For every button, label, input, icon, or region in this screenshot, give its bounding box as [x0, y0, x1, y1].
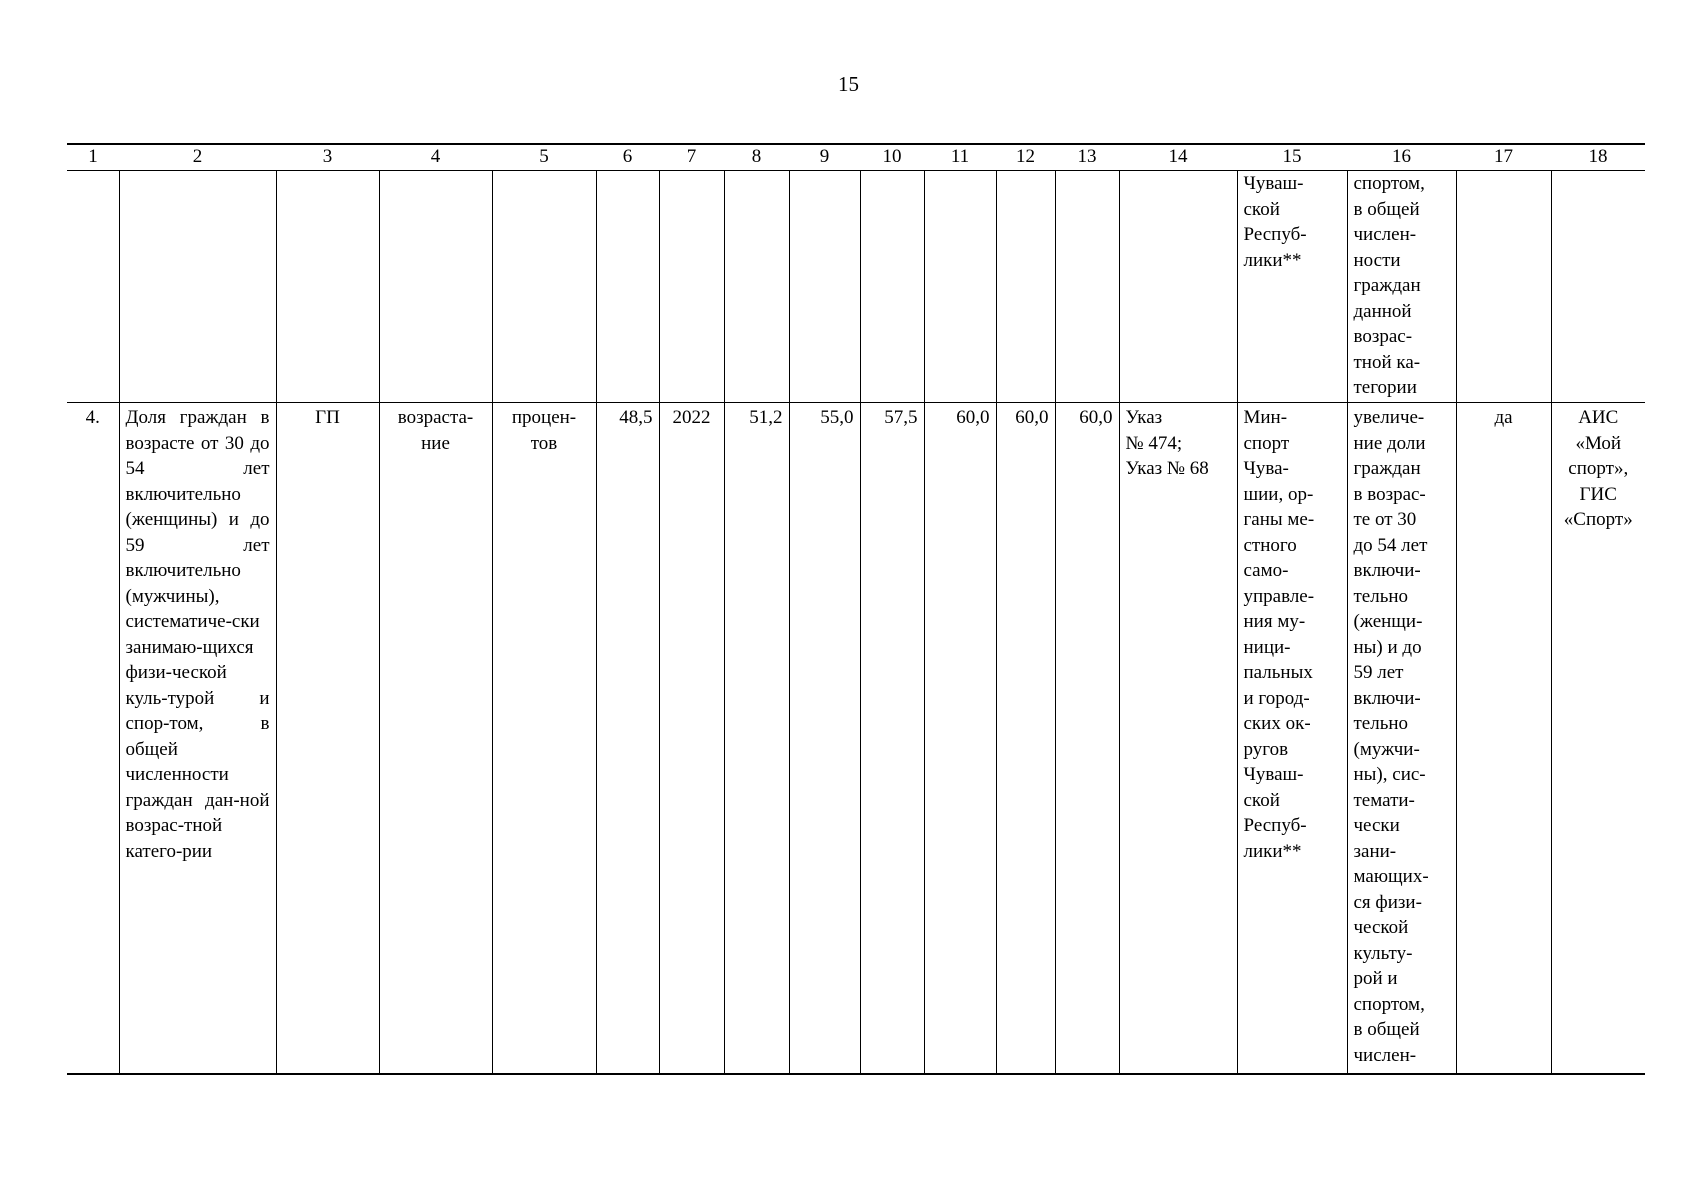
table-cell — [67, 171, 119, 403]
col-header: 1 — [67, 144, 119, 171]
col-header: 16 — [1347, 144, 1456, 171]
result-continuation: спортом, в общей числен- ности граждан данной возрас- тной ка- тегории — [1347, 171, 1456, 403]
table-cell — [1551, 171, 1645, 403]
value-cell: 60,0 — [1055, 403, 1119, 1075]
value-cell: 57,5 — [860, 403, 924, 1075]
table-cell — [924, 171, 996, 403]
table-cell — [724, 171, 789, 403]
flag: да — [1456, 403, 1551, 1075]
col-header: 17 — [1456, 144, 1551, 171]
col-header: 4 — [379, 144, 492, 171]
table-cell — [659, 171, 724, 403]
table-cell — [1456, 171, 1551, 403]
expected-result: увеличе- ние доли граждан в возрас- те от 30 до 54 лет включи- тельно (женщи- ны) и до 59 лет включи- тельно (мужчи- ны), сис- темати- чески зани- мающих- ся физи- ческой культу- рой и спортом, в общей числен- — [1347, 403, 1456, 1075]
indicator-name: Доля граждан в возрасте от 30 до 54 лет включительно (женщины) и до 59 лет включительно (мужчины), систематиче-ски занимаю-щихся физи-ческой куль-турой и спор-том, в общей численности граждан дан-ной возрас-тной катего-рии — [119, 403, 276, 1075]
column-number-row — [67, 144, 1645, 171]
col-header: 11 — [924, 144, 996, 171]
table-cell — [596, 171, 659, 403]
col-header: 18 — [1551, 144, 1645, 171]
col-header: 15 — [1237, 144, 1347, 171]
trend: возраста- ние — [379, 403, 492, 1075]
indicator-type: ГП — [276, 403, 379, 1075]
continuation-row — [67, 171, 1645, 403]
col-header: 10 — [860, 144, 924, 171]
responsible: Мин- спорт Чува- шии, ор- ганы ме- стного само- управле- ния му- ници- пальных и город- ских ок- ругов Чуваш- ской Респуб- лики** — [1237, 403, 1347, 1075]
table-cell — [492, 171, 596, 403]
value-cell: 60,0 — [996, 403, 1055, 1075]
table-row — [67, 403, 1645, 1075]
indicators-table — [67, 143, 1645, 1075]
col-header: 5 — [492, 144, 596, 171]
col-header: 13 — [1055, 144, 1119, 171]
col-header: 14 — [1119, 144, 1237, 171]
col-header: 9 — [789, 144, 860, 171]
col-header: 8 — [724, 144, 789, 171]
col-header: 6 — [596, 144, 659, 171]
base-value: 48,5 — [596, 403, 659, 1075]
base-year: 2022 — [659, 403, 724, 1075]
table-cell — [1119, 171, 1237, 403]
responsible-continuation: Чуваш- ской Респуб- лики** — [1237, 171, 1347, 403]
col-header: 2 — [119, 144, 276, 171]
unit: процен- тов — [492, 403, 596, 1075]
row-number: 4. — [67, 403, 119, 1075]
document-reference: Указ № 474; Указ № 68 — [1119, 403, 1237, 1075]
table-cell — [119, 171, 276, 403]
col-header: 3 — [276, 144, 379, 171]
value-cell: 51,2 — [724, 403, 789, 1075]
table-cell — [996, 171, 1055, 403]
table-cell — [379, 171, 492, 403]
table-cell — [276, 171, 379, 403]
table-cell — [789, 171, 860, 403]
col-header: 7 — [659, 144, 724, 171]
value-cell: 55,0 — [789, 403, 860, 1075]
information-system: АИС «Мой спорт», ГИС «Спорт» — [1551, 403, 1645, 1075]
table-cell — [860, 171, 924, 403]
page-number: 15 — [838, 72, 859, 96]
table-cell — [1055, 171, 1119, 403]
col-header: 12 — [996, 144, 1055, 171]
value-cell: 60,0 — [924, 403, 996, 1075]
